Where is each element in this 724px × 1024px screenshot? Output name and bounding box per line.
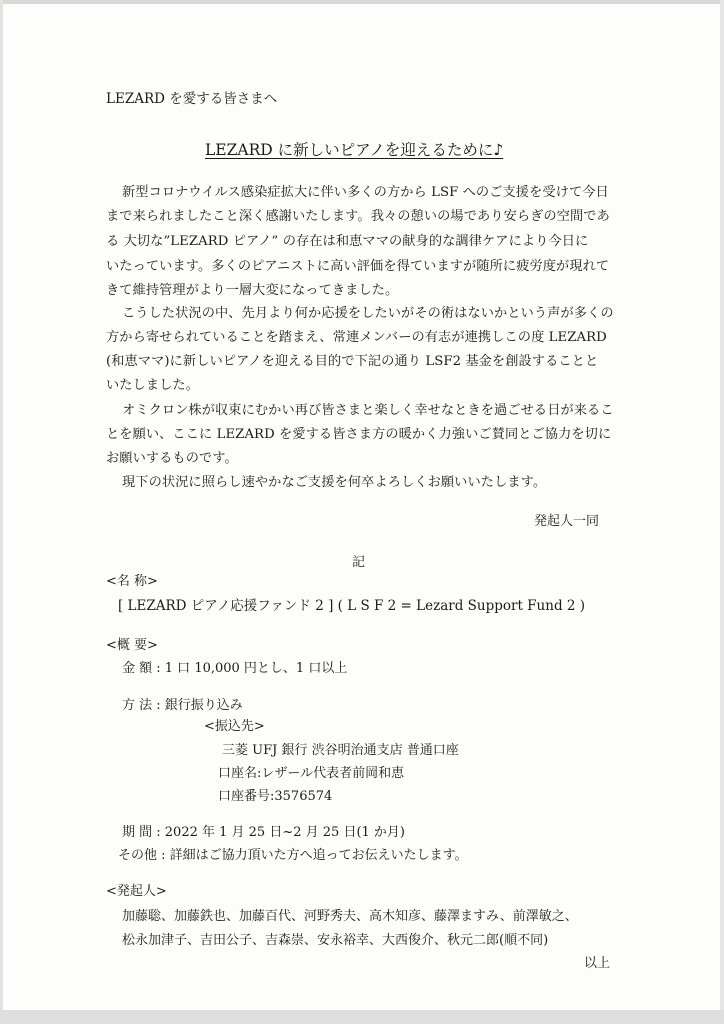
body-line-6: こうした状況の中、先月より何か応援をしたいがその術はないかという声が多くの [122, 306, 614, 321]
body-line-12: お願いするものです。 [106, 451, 238, 466]
body-line-4: いたっています。多くのピアニストに高い評価を得ていますが随所に疲労度が現れて [106, 259, 610, 274]
scan-border-left [0, 0, 3, 1024]
other-line: その他 : 詳細はご協力頂いた方へ追ってお伝えいたします。 [118, 848, 468, 863]
body-line-2: まで来られましたこと深く感謝いたします。我々の憩いの場であり安らぎの空間であ [106, 209, 610, 224]
amount-line: 金 額 : 1 口 10,000 円とし、1 口以上 [122, 661, 348, 676]
signature: 発起人一同 [534, 514, 600, 529]
account-name-line: 口座名:レザール代表者前岡和恵 [218, 766, 405, 781]
body-line-5: きて維持管理がより一層大変になってきました。 [106, 283, 399, 298]
salutation: LEZARD を愛する皆さまへ [106, 91, 278, 107]
account-number-line: 口座番号:3576574 [218, 789, 333, 804]
scan-border-bottom [0, 1010, 724, 1024]
transfer-heading: <振込先> [204, 719, 265, 734]
body-line-10: オミクロン株が収束にむかい再び皆さまと楽しく幸せなときを過ごせる日が来るこ [122, 403, 614, 418]
founders-heading: <発起人> [106, 884, 167, 899]
overview-heading: <概 要> [106, 638, 158, 653]
scan-border-top [0, 0, 724, 4]
bank-line: 三菱 UFJ 銀行 渋谷明治通支店 普通口座 [222, 743, 459, 758]
name-heading: <名 称> [106, 574, 158, 589]
period-line: 期 間 : 2022 年 1 月 25 日~2 月 25 日(1 か月) [122, 825, 405, 840]
scan-border-right [720, 0, 724, 1024]
body-line-9: いたしました。 [106, 378, 200, 393]
closing: 以上 [584, 956, 611, 971]
body-line-11: とを願い、ここに LEZARD を愛する皆さま方の暖かく力強いご賛同とご協力を切に [106, 427, 612, 442]
body-line-7: 方から寄せられていることを踏まえ、常連メンバーの有志が連携しこの度 LEZARD [106, 330, 607, 345]
document-title: LEZARD に新しいピアノを迎えるために♪ [205, 141, 504, 159]
body-line-1: 新型コロナウイルス感染症拡大に伴い多くの方から LSF へのご支援を受けて今日 [122, 185, 609, 200]
founders-line-1: 加藤聡、加藤鉄也、加藤百代、河野秀夫、高木知彦、藤澤ますみ、前澤敏之、 [122, 909, 578, 924]
ki-heading: 記 [352, 555, 366, 570]
body-line-13: 現下の状況に照らし速やかなご支援を何卒よろしくお願いいたします。 [122, 475, 547, 490]
fund-name: [ LEZARD ピアノ応援ファンド 2 ] ( L S F 2 = Lezard Support Fund 2 ) [118, 598, 586, 614]
method-line: 方 法 : 銀行振り込み [122, 698, 243, 713]
body-line-8: (和恵ママ)に新しいピアノを迎える目的で下記の通り LSF2 基金を創設することと [106, 354, 599, 369]
founders-line-2: 松永加津子、吉田公子、吉森崇、安永裕幸、大西俊介、秋元二郎(順不同) [122, 933, 549, 948]
body-line-3: る 大切な”LEZARD ピアノ” の存在は和恵ママの献身的な調律ケアにより今日に [106, 234, 589, 249]
